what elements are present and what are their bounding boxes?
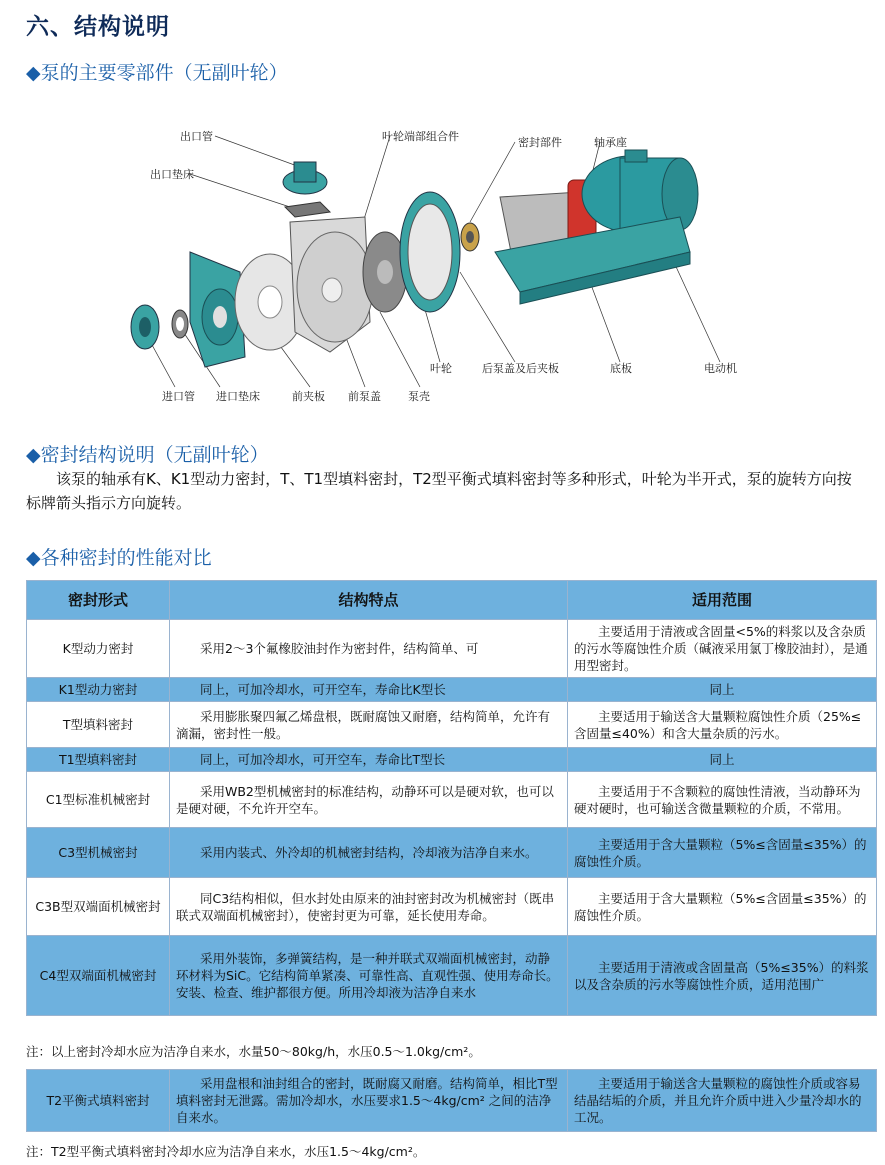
seal-feature: 同上，可加冷却水，可开空车，寿命比K型长	[170, 678, 568, 702]
seal-name: T1型填料密封	[27, 748, 170, 772]
section-heading-seal-desc: ◆密封结构说明（无副叶轮）	[26, 444, 269, 466]
seal-scope: 主要适用于输送含大量颗粒腐蚀性介质（25%≤含固量≤40%）和含大量杂质的污水。	[568, 702, 877, 748]
label-front-plate: 前夹板	[292, 390, 325, 403]
section-heading-parts: ◆泵的主要零部件（无副叶轮）	[26, 62, 288, 84]
section-heading-compare: ◆各种密封的性能对比	[26, 547, 212, 569]
label-inlet-gasket: 进口垫床	[216, 390, 260, 403]
seal-scope: 主要适用于含大量颗粒（5%≤含固量≤35%）的腐蚀性介质。	[568, 828, 877, 878]
label-bearing-seat: 轴承座	[594, 136, 627, 149]
seal-scope: 主要适用于清液或含固量<5%的料浆以及含杂质的污水等腐蚀性介质（碱液采用氯丁橡胶油封），是通用型密封。	[568, 620, 877, 678]
label-outlet-gasket: 出口垫床	[150, 168, 194, 181]
table-row	[27, 936, 877, 1016]
table-header-row	[27, 581, 877, 620]
seal-name: C3型机械密封	[27, 828, 170, 878]
header-structure: 结构特点	[170, 581, 568, 620]
table-row	[27, 1070, 877, 1132]
label-outlet-pipe: 出口管	[180, 130, 213, 143]
seal-name: T2平衡式填料密封	[27, 1070, 170, 1132]
note-t2-cooling-water: 注：T2型平衡式填料密封冷却水应为洁净自来水，水压1.5～4kg/cm²。	[26, 1144, 426, 1159]
table-row	[27, 878, 877, 936]
table-row	[27, 702, 877, 748]
seal-name: K型动力密封	[27, 620, 170, 678]
label-motor: 电动机	[704, 362, 737, 375]
label-seal-parts: 密封部件	[518, 136, 562, 149]
seal-feature: 采用膨胀聚四氟乙烯盘根，既耐腐蚀又耐磨，结构简单，允许有滴漏，密封性一般。	[170, 702, 568, 748]
label-casing: 泵壳	[408, 390, 430, 403]
table-row	[27, 678, 877, 702]
label-front-cover: 前泵盖	[348, 390, 381, 403]
label-inlet-pipe: 进口管	[162, 390, 195, 403]
table-row	[27, 620, 877, 678]
page-title: 六、结构说明	[26, 14, 170, 40]
pump-exploded-diagram	[120, 122, 760, 412]
seal-name: C1型标准机械密封	[27, 772, 170, 828]
table-row	[27, 828, 877, 878]
seal-feature: 同上，可加冷却水，可开空车，寿命比T型长	[170, 748, 568, 772]
header-scope: 适用范围	[568, 581, 877, 620]
seal-feature: 采用WB2型机械密封的标准结构，动静环可以是硬对软，也可以是硬对硬，不允许开空车。	[170, 772, 568, 828]
table-row	[27, 748, 877, 772]
seal-name: T型填料密封	[27, 702, 170, 748]
label-impeller-end: 叶轮端部组合件	[382, 130, 459, 143]
seal-scope: 主要适用于清液或含固量高（5%≤35%）的料浆以及含杂质的污水等腐蚀性介质，适用范围广	[568, 936, 877, 1016]
note-cooling-water: 注：以上密封冷却水应为洁净自来水，水量50～80kg/h，水压0.5～1.0kg/cm²。	[26, 1044, 481, 1059]
seal-scope: 主要适用于不含颗粒的腐蚀性清液，当动静环为硬对硬时，也可输送含微量颗粒的介质，不常用。	[568, 772, 877, 828]
seal-scope: 同上	[568, 678, 877, 702]
table-row	[27, 772, 877, 828]
seal-scope: 主要适用于含大量颗粒（5%≤含固量≤35%）的腐蚀性介质。	[568, 878, 877, 936]
seal-name: C4型双端面机械密封	[27, 936, 170, 1016]
seal-feature: 采用2～3个氟橡胶油封作为密封件，结构简单、可	[170, 620, 568, 678]
seal-name: K1型动力密封	[27, 678, 170, 702]
label-impeller: 叶轮	[430, 362, 452, 375]
seal-scope: 主要适用于输送含大量颗粒的腐蚀性介质或容易结晶结垢的介质，并且允许介质中进入少量冷却水的工况。	[568, 1070, 877, 1132]
header-seal-type: 密封形式	[27, 581, 170, 620]
seal-feature: 同C3结构相似，但水封处由原来的油封密封改为机械密封（既串联式双端面机械密封），使密封更为可靠，延长使用寿命。	[170, 878, 568, 936]
seal-comparison-table	[26, 580, 877, 1016]
seal-name: C3B型双端面机械密封	[27, 878, 170, 936]
seal-description-paragraph: 该泵的轴承有K、K1型动力密封，T、T1型填料密封，T2型平衡式填料密封等多种形式，叶轮为半开式，泵的旋转方向按标牌箭头指示方向旋转。	[26, 470, 852, 512]
seal-feature: 采用内装式、外冷却的机械密封结构，冷却液为洁净自来水。	[170, 828, 568, 878]
seal-feature: 采用盘根和油封组合的密封，既耐腐又耐磨。结构简单，相比T型填料密封无泄露。需加冷却水，水压要求1.5～4kg/cm² 之间的洁净自来水。	[170, 1070, 568, 1132]
t2-seal-table	[26, 1069, 877, 1132]
seal-scope: 同上	[568, 748, 877, 772]
label-base: 底板	[610, 362, 632, 375]
seal-feature: 采用外装饰，多弹簧结构，是一种并联式双端面机械密封，动静环材料为SiC。它结构简单紧凑、可靠性高、直观性强、使用寿命长。安装、检查、维护都很方便。所用冷却液为洁净自来水	[170, 936, 568, 1016]
label-rear-cover: 后泵盖及后夹板	[482, 362, 559, 375]
